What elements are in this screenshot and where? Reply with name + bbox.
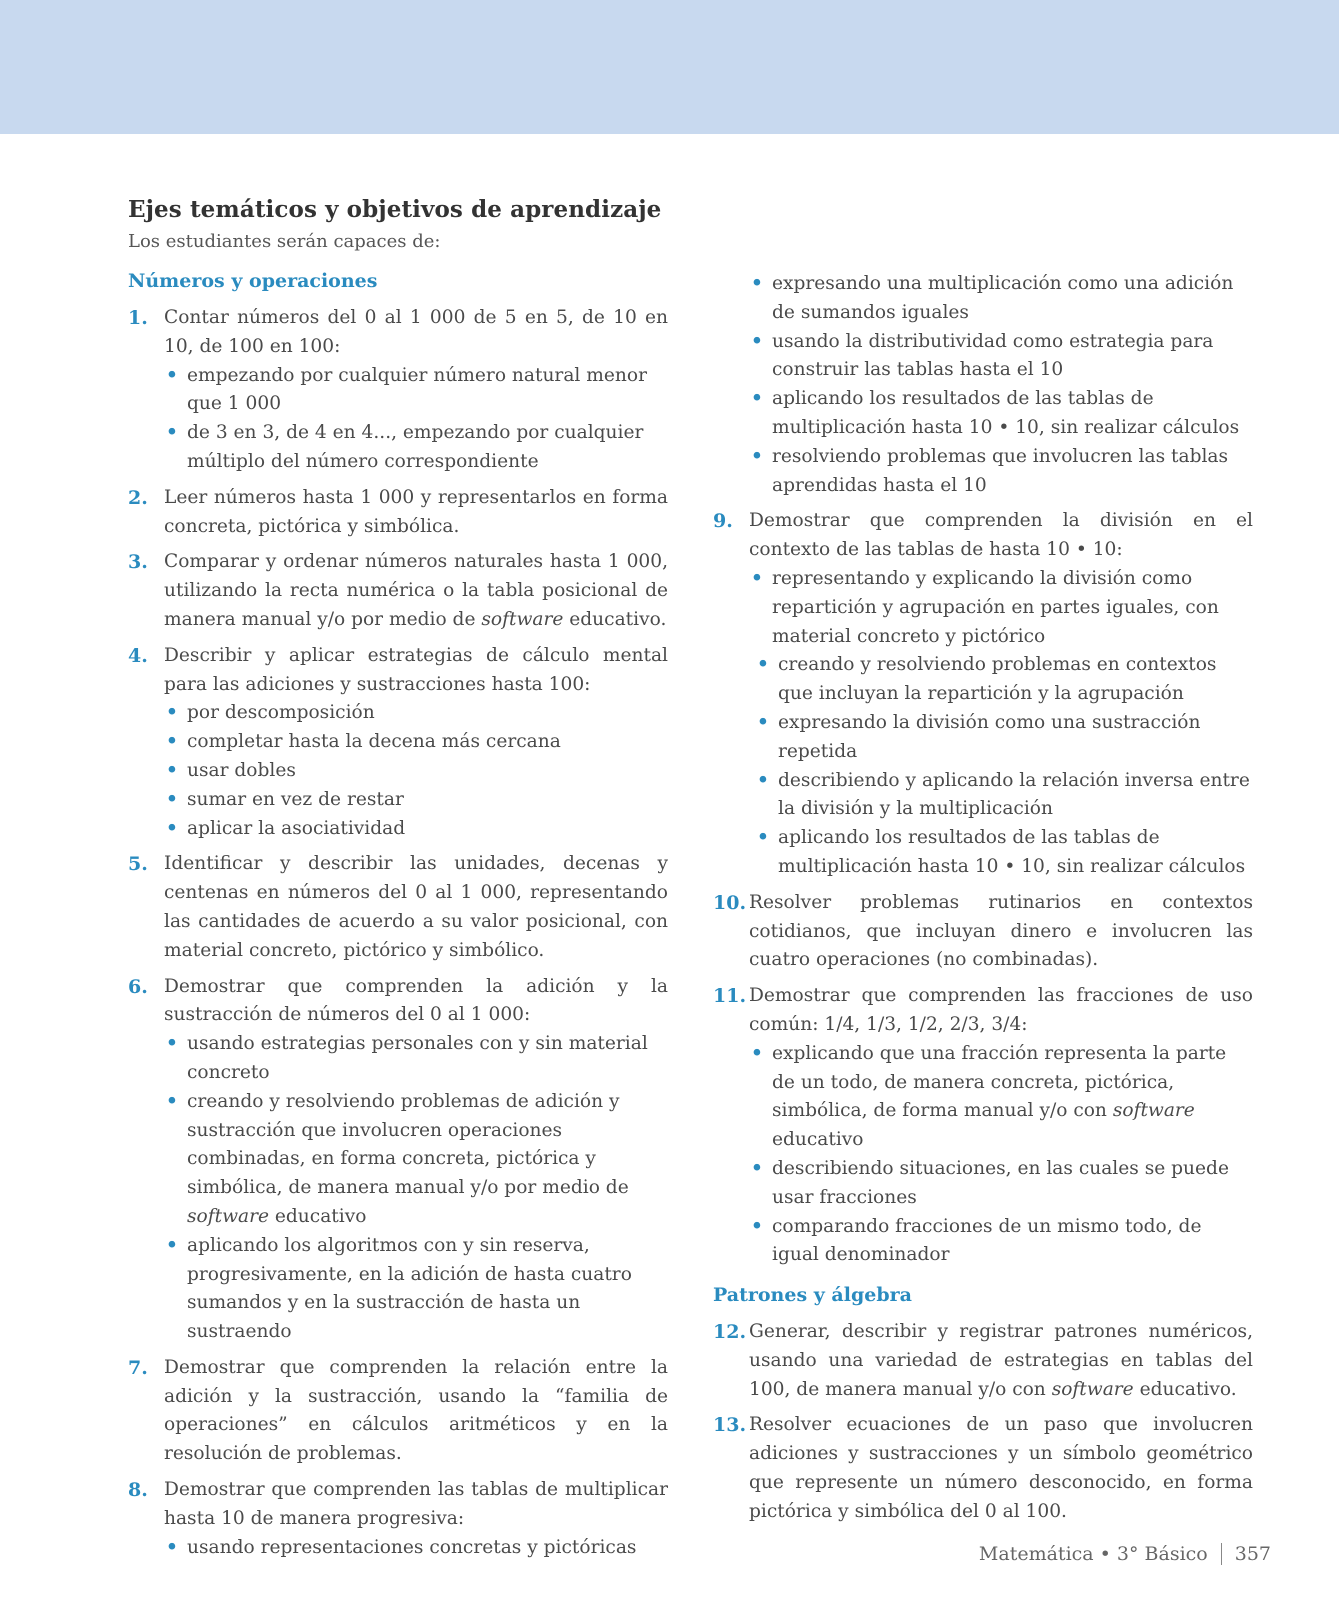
footer-divider — [1221, 1543, 1222, 1565]
objective-4 — [128, 642, 668, 844]
objective-text: Leer números hasta 1 000 y representarlos en forma concreta, pictórica y simbólica. — [164, 486, 668, 537]
objective-text: Demostrar que comprenden la división en el contexto de las tablas de hasta 10 • 10: — [749, 510, 1253, 561]
bullet-list — [164, 699, 668, 843]
bullet-item: • comparando fracciones de un mismo todo, de igual denominador — [749, 1213, 1253, 1271]
header-band — [0, 0, 1339, 134]
bullet-item: • explicando que una fracción representa la parte de un todo, de manera concreta, pictórica, simbólica, de forma manual y/o con software educativo — [749, 1040, 1253, 1155]
objective-text: Resolver ecuaciones de un paso que involucren adiciones y sustracciones y un símbolo geométrico que represente un número desconocido, en forma pictórica y simbólica del 0 al 100. — [749, 1414, 1253, 1522]
objective-text: Demostrar que comprenden las fracciones de uso común: 1/4, 1/3, 1/2, 2/3, 3/4: — [749, 985, 1253, 1035]
objective-number: 1. — [128, 307, 148, 329]
objective-number: 3. — [128, 551, 148, 574]
bullet-list — [749, 1040, 1253, 1270]
objective-number: 4. — [128, 644, 148, 667]
bullet-item: • usando estrategias personales con y sin material concreto — [164, 1030, 668, 1088]
bullet-list — [749, 270, 1253, 500]
bullet-list — [749, 565, 1253, 651]
bullet-item: • empezando por cualquier número natural menor que 1 000 — [164, 362, 668, 420]
page-footer — [979, 1543, 1271, 1565]
bullet-item: • usando representaciones concretas y pictóricas — [164, 1534, 668, 1563]
section-title-numeros: Números y operaciones — [128, 270, 378, 292]
bullet-item: • describiendo situaciones, en las cuales se puede usar fracciones — [749, 1155, 1253, 1213]
bullet-list — [164, 362, 668, 477]
bullet-item: • representando y explicando la división como repartición y agrupación en partes iguales, con material concreto y pictórico — [749, 565, 1253, 651]
bullet-item: • expresando una multiplicación como una adición de sumandos iguales — [749, 270, 1253, 328]
footer-subject: Matemática • 3° Básico — [978, 1543, 1208, 1565]
objective-9 — [713, 507, 1253, 881]
objective-text: Demostrar que comprenden la relación entre la adición y la sustracción, usando la “familia de operaciones” en cálculos aritméticos y en la resolución de problemas. — [164, 1356, 668, 1465]
page-number: 357 — [1234, 1543, 1271, 1565]
objective-text: Generar, describir y registrar patrones numéricos, usando una variedad de estrategias en tablas del 100, de manera manual y/o con software educativo. — [749, 1321, 1253, 1400]
bullet-list — [164, 1534, 668, 1563]
bullet-item: • por descomposición — [164, 699, 668, 728]
objective-number: 6. — [128, 975, 148, 998]
objective-13 — [713, 1411, 1253, 1526]
section-title-patrones: Patrones y álgebra — [713, 1284, 912, 1307]
right-column — [713, 270, 1253, 1569]
objective-number: 11. — [713, 985, 747, 1008]
objective-number: 10. — [713, 891, 747, 914]
objective-number: 5. — [128, 853, 148, 876]
objective-text: Demostrar que comprenden la adición y la sustracción de números del 0 al 1 000: — [164, 975, 668, 1026]
bullet-item: • aplicar la asociatividad — [164, 815, 668, 844]
bullet-item: • completar hasta la decena más cercana — [164, 728, 668, 757]
bullet-list — [164, 1030, 668, 1347]
bullet-item: • creando y resolviendo problemas en contextos que incluyan la repartición y la agrupación — [755, 651, 1253, 709]
objective-number: 9. — [713, 510, 733, 533]
objective-6 — [128, 973, 668, 1347]
columns — [128, 270, 1253, 1569]
bullet-item: • usando la distributividad como estrategia para construir las tablas hasta el 10 — [749, 328, 1253, 386]
objective-number: 8. — [128, 1479, 148, 1502]
objective-10 — [713, 889, 1253, 975]
bullet-item: • de 3 en 3, de 4 en 4..., empezando por cualquier múltiplo del número correspondiente — [164, 419, 668, 477]
objective-text: Resolver problemas rutinarios en contextos cotidianos, que incluyan dinero e involucren las cuatro operaciones (no combinadas). — [749, 891, 1253, 971]
objective-number: 7. — [128, 1356, 148, 1379]
objective-text: Demostrar que comprenden las tablas de multiplicar hasta 10 de manera progresiva: — [164, 1479, 668, 1529]
bullet-item: • creando y resolviendo problemas de adición y sustracción que involucren operaciones combinadas, en forma concreta, pictórica y simbólica, de manera manual y/o por medio de software educativo — [164, 1088, 668, 1232]
bullet-item: • aplicando los algoritmos con y sin reserva, progresivamente, en la adición de hasta cuatro sumandos y en la sustracción de hasta un sustraendo — [164, 1232, 668, 1347]
objective-8-continued — [749, 270, 1253, 500]
bullet-item: • expresando la división como una sustracción repetida — [755, 709, 1253, 767]
objective-number: 2. — [128, 486, 148, 509]
objective-5 — [128, 850, 668, 965]
bullet-item: • resolviendo problemas que involucren las tablas aprendidas hasta el 10 — [749, 443, 1253, 501]
bullet-item: • aplicando los resultados de las tablas de multiplicación hasta 10 • 10, sin realizar cálculos — [749, 385, 1253, 443]
objective-8 — [128, 1476, 668, 1562]
objective-number: 13. — [713, 1414, 747, 1437]
objective-1 — [128, 304, 668, 477]
objective-3 — [128, 548, 668, 634]
left-column — [128, 270, 668, 1569]
page-heading: Ejes temáticos y objetivos de aprendizaje — [128, 196, 662, 223]
bullet-item: • describiendo y aplicando la relación inversa entre la división y la multiplicación — [755, 767, 1253, 825]
objective-text: Describir y aplicar estrategias de cálculo mental para las adiciones y sustracciones hasta 100: — [164, 644, 668, 695]
objective-text: Comparar y ordenar números naturales hasta 1 000, utilizando la recta numérica o la tabla posicional de manera manual y/o por medio de software educativo. — [164, 551, 668, 630]
objective-number: 12. — [713, 1321, 747, 1344]
bullet-item: • aplicando los resultados de las tablas de multiplicación hasta 10 • 10, sin realizar cálculos — [755, 824, 1253, 882]
objective-text: Identificar y describir las unidades, decenas y centenas en números del 0 al 1 000, representando las cantidades de acuerdo a su valor posicional, con material concreto, pictórico y simbólico. — [164, 853, 668, 961]
objective-7 — [128, 1354, 668, 1469]
bullet-item: • usar dobles — [164, 757, 668, 786]
main-content — [128, 196, 1253, 1569]
objective-11 — [713, 982, 1253, 1270]
bullet-item: • sumar en vez de restar — [164, 786, 668, 815]
objective-text: Contar números del 0 al 1 000 de 5 en 5, de 10 en 10, de 100 en 100: — [164, 307, 668, 357]
objective-12 — [713, 1318, 1253, 1404]
objective-2 — [128, 484, 668, 542]
bullet-list — [749, 651, 1253, 881]
page-subheading: Los estudiantes serán capaces de: — [128, 231, 441, 252]
